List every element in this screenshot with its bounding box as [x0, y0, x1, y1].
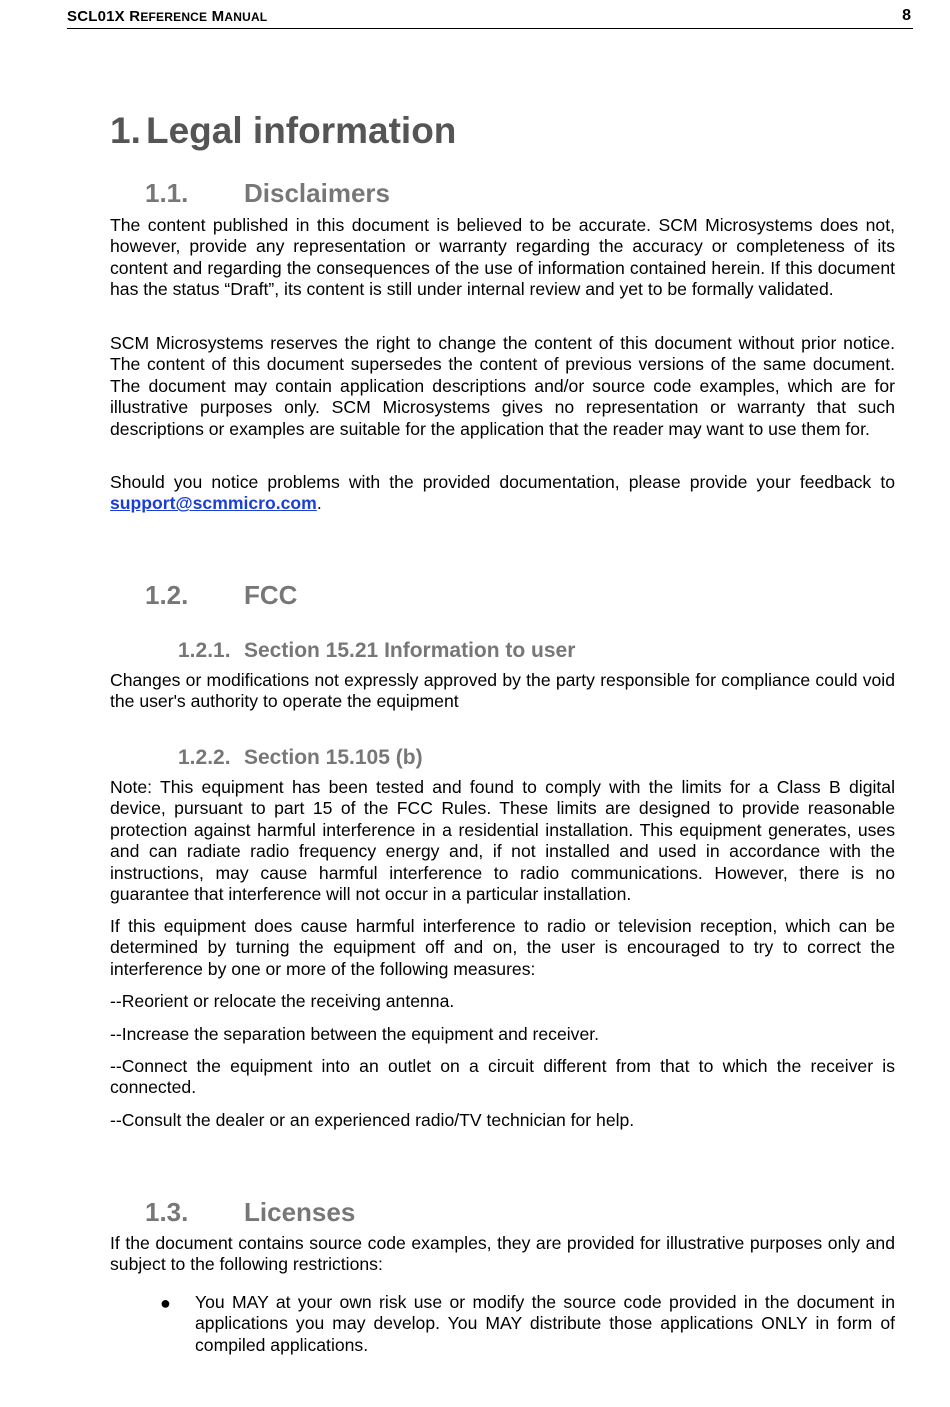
header-doc-code: SCL01X — [67, 8, 125, 25]
license-bullet-text: You MAY at your own risk use or modify the source code provided in the document in applications you may develop. You MAY distribute those applications ONLY in form of compiled applications. — [195, 1292, 895, 1355]
header-title — [67, 8, 267, 25]
feedback-text: Should you notice problems with the provided documentation, please provide your feedback to — [110, 472, 895, 492]
chapter-number: 1. — [110, 110, 141, 151]
subsection-heading-15-105 — [178, 746, 423, 770]
disclaimers-paragraph-2: SCM Microsystems reserves the right to change the content of this document without prior notice. The content of this document supersedes the content of previous versions of the same document. The document may contain application descriptions and/or source code examples, which are for illustrative purposes only. SCM Microsystems gives no representation or warranty that such descriptions or examples are suitable for the application that the reader may want to use them for. — [110, 333, 895, 439]
section-heading-disclaimers — [145, 178, 390, 209]
section-number: 1.1. — [145, 178, 189, 208]
subsection-title: Section 15.105 (b) — [244, 746, 423, 769]
section-title: Disclaimers — [244, 178, 390, 208]
chapter-heading — [110, 110, 456, 152]
subsection-heading-15-21 — [178, 639, 575, 663]
header-title-m: M — [211, 8, 225, 25]
section-number: 1.3. — [145, 1197, 189, 1227]
header-title-anual: ANUAL — [224, 10, 268, 24]
header-title-eference: EFERENCE — [140, 10, 208, 24]
header-title-r: R — [129, 8, 141, 25]
section-title: Licenses — [244, 1197, 356, 1227]
measure-item-2: --Increase the separation between the equipment and receiver. — [110, 1024, 600, 1044]
section-heading-licenses — [145, 1197, 355, 1228]
disclaimers-paragraph-3 — [110, 472, 895, 515]
bullet-icon: ● — [160, 1293, 171, 1313]
chapter-title: Legal information — [146, 110, 457, 151]
fcc-15-105-paragraph-1: Note: This equipment has been tested and found to comply with the limits for a Class B digital device, pursuant to part 15 of the FCC Rules. These limits are designed to provide reasonable protection against harmful interference in a residential installation. This equipment generates, uses and can radiate radio frequency energy and, if not installed and used in accordance with the instructions, may cause harmful interference to radio communications. However, there is no guarantee that interference will not occur in a particular installation. — [110, 777, 895, 905]
section-number: 1.2. — [145, 580, 189, 610]
fcc-15-105-paragraph-2: If this equipment does cause harmful interference to radio or television reception, which can be determined by turning the equipment off and on, the user is encouraged to try to correct the interference by one or more of the following measures: — [110, 916, 895, 979]
page-number: 8 — [902, 7, 911, 24]
subsection-number: 1.2.1. — [178, 639, 231, 662]
feedback-end: . — [316, 493, 322, 514]
fcc-15-21-paragraph: Changes or modifications not expressly approved by the party responsible for compliance could void the user's authority to operate the equipment — [110, 670, 895, 712]
subsection-title: Section 15.21 Information to user — [244, 639, 576, 662]
disclaimers-paragraph-1: The content published in this document is believed to be accurate. SCM Microsystems does not, however, provide any representation or warranty regarding the accuracy or completeness of its content and regarding the consequences of the use of information contained herein. If this document has the status “Draft”, its content is still under internal review and yet to be formally validated. — [110, 215, 895, 300]
section-title: FCC — [244, 580, 298, 610]
measure-item-3: --Connect the equipment into an outlet on a circuit different from that to which the receiver is connected. — [110, 1056, 895, 1098]
section-heading-fcc — [145, 580, 297, 611]
measure-item-4: --Consult the dealer or an experienced radio/TV technician for help. — [110, 1110, 635, 1130]
licenses-paragraph-1: If the document contains source code examples, they are provided for illustrative purposes only and subject to the following restrictions: — [110, 1233, 895, 1275]
support-email-link[interactable]: support@scmmicro.com — [110, 493, 317, 514]
subsection-number: 1.2.2. — [178, 746, 231, 769]
page-header — [67, 6, 913, 29]
measure-item-1: --Reorient or relocate the receiving antenna. — [110, 991, 455, 1011]
